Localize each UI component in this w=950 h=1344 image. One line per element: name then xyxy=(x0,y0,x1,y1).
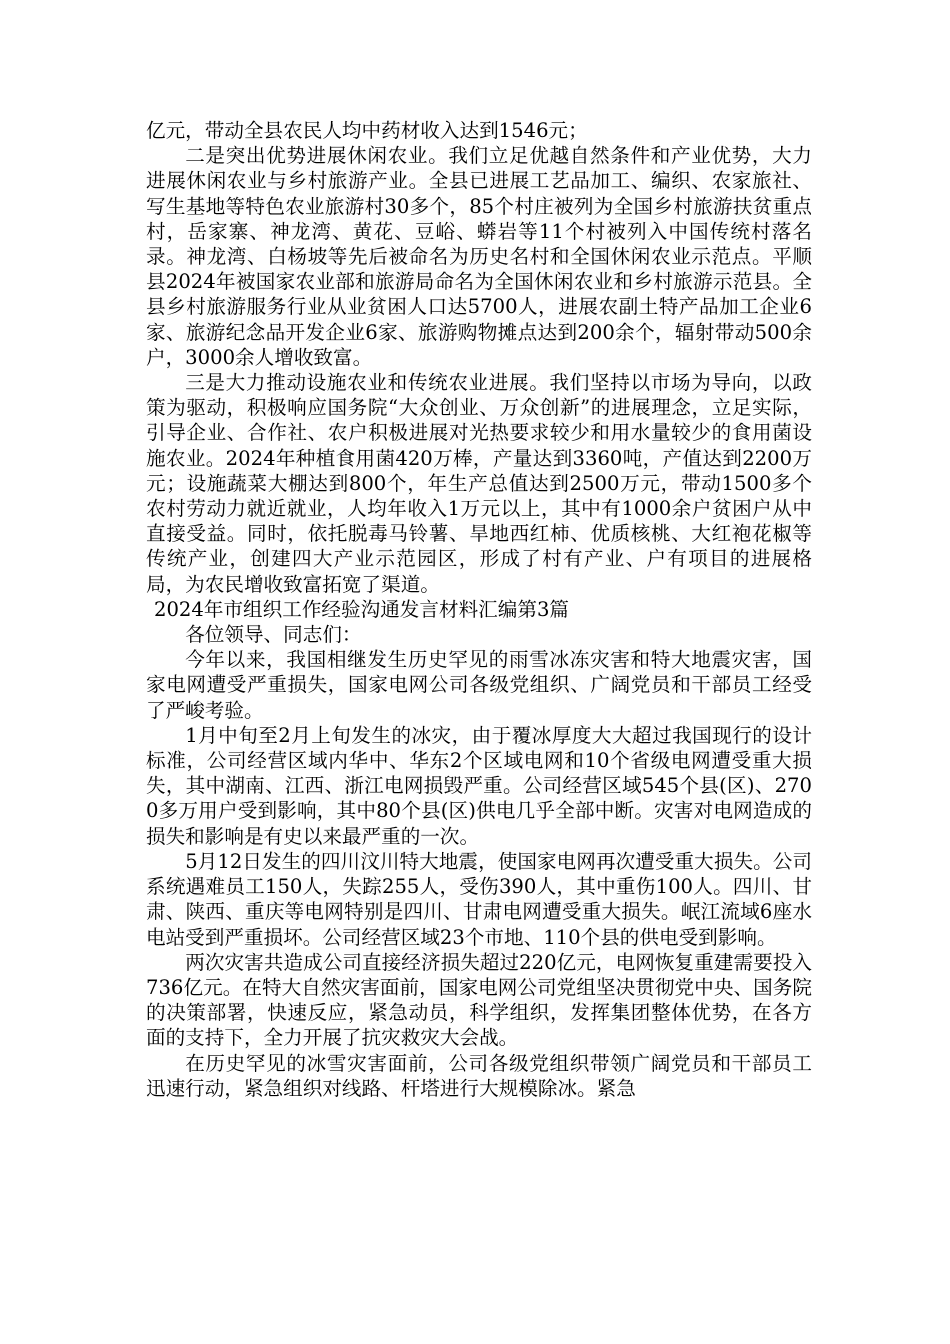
paragraph-disaster-intro: 今年以来，我国相继发生历史罕见的雨雪冰冻灾害和特大地震灾害，国家电网遭受严重损失，国家电网公司各级党组织、广阔党员和干部员工经受了严峻考验。 xyxy=(146,648,812,722)
salutation: 各位领导、同志们： xyxy=(185,623,362,647)
paragraph-earthquake: 5月12日发生的四川汶川特大地震，使国家电网再次遭受重大损失。公司系统遇难员工150人，失踪255人，受伤390人，其中重伤100人。四川、甘肃、陕西、重庆等电网特别是四川、甘肃电网遭受重大损失。岷江流域6座水电站受到严重损坏。公司经营区域23个市地、110个县的供电受到影响。 xyxy=(146,849,812,949)
paragraph-ice-disaster: 1月中旬至2月上旬发生的冰灾，由于覆冰厚度大大超过我国现行的设计标准，公司经营区域内华中、华东2个区域电网和10个省级电网遭受重大损失，其中湖南、江西、浙江电网损毁严重。公司经营区域545个县(区)、2700多万用户受到影响，其中80个县(区)供电几乎全部中断。灾害对电网造成的损失和影响是有史以来最严重的一次。 xyxy=(146,723,812,848)
paragraph-facility-agriculture: 三是大力推动设施农业和传统农业进展。我们坚持以市场为导向，以政策为驱动，积极响应国务院“大众创业、万众创新”的进展理念，立足实际，引导企业、合作社、农户积极进展对光热要求较少和用水量较少的食用菌设施农业。2024年种植食用菌420万棒，产量达到3360吨，产值达到2200万元；设施蔬菜大棚达到800个，年生产总值达到2500万元，带动1500多个农村劳动力就近就业，人均年收入1万元以上，其中有1000余户贫困户从中直接受益。同时，依托脱毒马铃薯、旱地西红柿、优质核桃、大红袍花椒等传统产业，创建四大产业示范园区，形成了村有产业、户有项目的进展格局，为农民增收致富拓宽了渠道。 xyxy=(146,371,812,596)
paragraph-economic-loss: 两次灾害共造成公司直接经济损失超过220亿元，电网恢复重建需要投入736亿元。在特大自然灾害面前，国家电网公司党组坚决贯彻党中央、国务院的决策部署，快速反应，紧急动员，科学组织，发挥集团整体优势，在各方面的支持下，全力开展了抗灾救灾大会战。 xyxy=(146,950,812,1050)
paragraph-leisure-agriculture: 二是突出优势进展休闲农业。我们立足优越自然条件和产业优势，大力进展休闲农业与乡村旅游产业。全县已进展工艺品加工、编织、农家旅社、写生基地等特色农业旅游村30多个，85个村庄被列为全国乡村旅游扶贫重点村，岳家寨、神龙湾、黄花、豆峪、蟒岩等11个村被列入中国传统村落名录。神龙湾、白杨坡等先后被命名为历史名村和全国休闲农业示范点。平顺县2024年被国家农业部和旅游局命名为全国休闲农业和乡村旅游示范县。全县乡村旅游服务行业从业贫困人口达5700人，进展农副土特产品加工企业6家、旅游纪念品开发企业6家、旅游购物摊点达到200余个，辐射带动500余户，3000余人增收致富。 xyxy=(146,144,812,369)
paragraph-ice-response: 在历史罕见的冰雪灾害面前，公司各级党组织带领广阔党员和干部员工迅速行动，紧急组织对线路、杆塔进行大规模除冰。紧急 xyxy=(146,1051,812,1100)
document-page xyxy=(146,118,812,1101)
paragraph-continuation: 亿元，带动全县农民人均中药材收入达到1546元； xyxy=(146,119,588,142)
section-title: 2024年市组织工作经验沟通发言材料汇编第3篇 xyxy=(154,597,570,621)
